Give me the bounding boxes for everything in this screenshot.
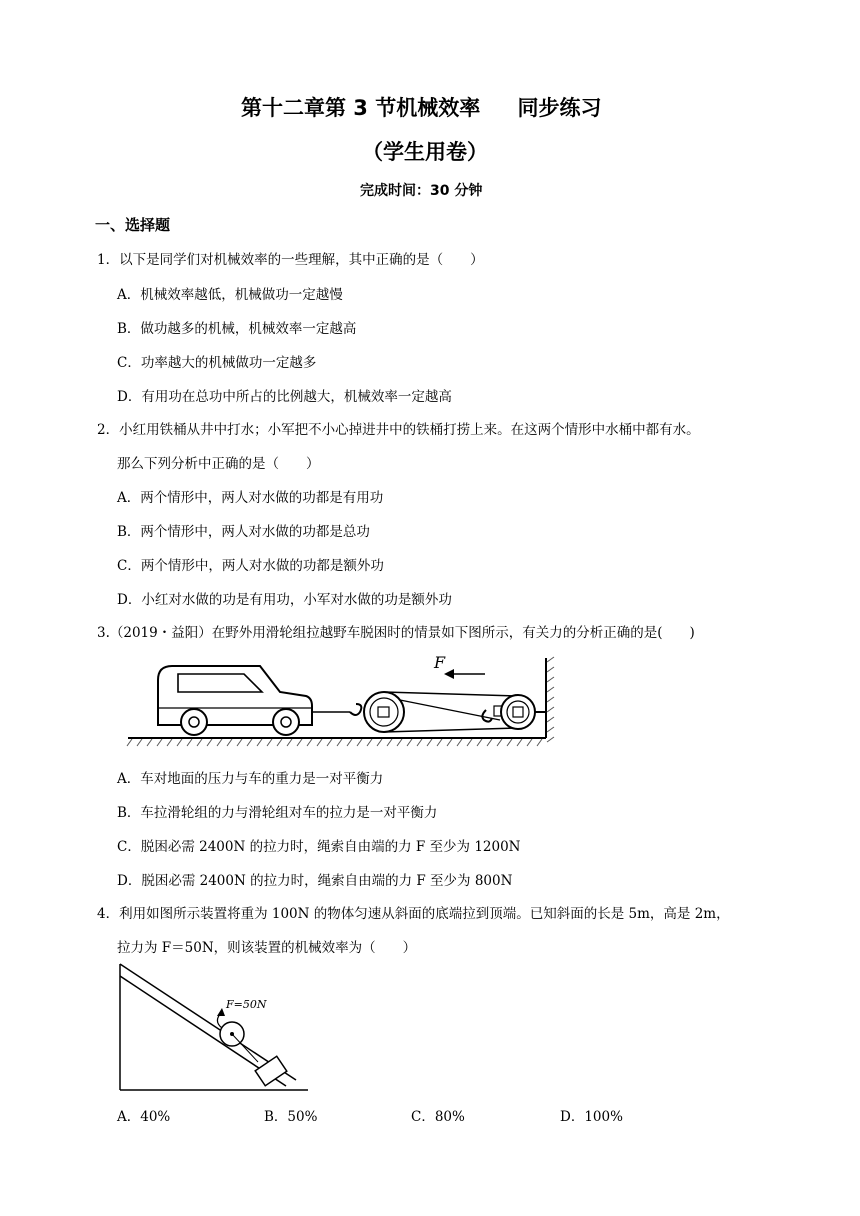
q2-option-d: D．小红对水做的功是有用功，小军对水做的功是额外功 bbox=[117, 592, 452, 608]
question-3-stem: 3.（2019・益阳）在野外用滑轮组拉越野车脱困时的情景如下图所示，有关力的分析正确的是( ) bbox=[97, 625, 695, 641]
section-heading: 一、选择题 bbox=[95, 216, 171, 234]
page-subtitle: （学生用卷） bbox=[362, 140, 488, 164]
question-4-stem: 4．利用如图所示装置将重为 100N 的物体匀速从斜面的底端拉到顶端。已知斜面的长是 5m，高是 2m， bbox=[97, 906, 730, 922]
question-2-stem: 2．小红用铁桶从井中打水；小军把不小心掉进井中的铁桶打捞上来。在这两个情形中水桶中都有水。 bbox=[97, 422, 700, 438]
block bbox=[255, 1056, 287, 1085]
title-tag: 同步练习 bbox=[517, 96, 602, 120]
q4-option-b: B．50% bbox=[264, 1109, 318, 1125]
q1-option-a: A．机械效率越低，机械做功一定越慢 bbox=[117, 287, 343, 303]
force-label: F=50N bbox=[226, 998, 267, 1011]
q3-option-d: D．脱困必需 2400N 的拉力时，绳索自由端的力 F 至少为 800N bbox=[117, 873, 513, 889]
q4-option-a: A．40% bbox=[117, 1109, 171, 1125]
question-4-stem-line2: 拉力为 F＝50N，则该装置的机械效率为（ ） bbox=[117, 940, 417, 956]
q1-option-b: B．做功越多的机械，机械效率一定越高 bbox=[117, 321, 357, 337]
time-limit: 完成时间：30 分钟 bbox=[360, 183, 483, 199]
q2-option-a: A．两个情形中，两人对水做的功都是有用功 bbox=[117, 490, 384, 506]
title-main: 第十二章第 3 节机械效率 bbox=[241, 96, 481, 120]
page-title bbox=[241, 92, 602, 122]
q1-option-c: C．功率越大的机械做功一定越多 bbox=[117, 355, 317, 371]
q2-option-c: C．两个情形中，两人对水做的功都是额外功 bbox=[117, 558, 384, 574]
q1-option-d: D．有用功在总功中所占的比例越大，机械效率一定越高 bbox=[117, 389, 452, 405]
q2-option-b: B．两个情形中，两人对水做的功都是总功 bbox=[117, 524, 370, 540]
q4-option-d: D．100% bbox=[560, 1109, 623, 1125]
question-1-stem: 1．以下是同学们对机械效率的一些理解，其中正确的是（ ） bbox=[97, 252, 484, 268]
q3-option-b: B．车拉滑轮组的力与滑轮组对车的拉力是一对平衡力 bbox=[117, 805, 438, 821]
question-2-stem-line2: 那么下列分析中正确的是（ ） bbox=[117, 456, 320, 472]
q3-option-a: A．车对地面的压力与车的重力是一对平衡力 bbox=[117, 771, 384, 787]
q4-option-c: C．80% bbox=[411, 1109, 465, 1125]
car-pulley-figure bbox=[120, 652, 565, 752]
q3-option-c: C．脱困必需 2400N 的拉力时，绳索自由端的力 F 至少为 1200N bbox=[117, 839, 521, 855]
force-label: F bbox=[434, 653, 446, 672]
incline-figure bbox=[118, 962, 318, 1094]
